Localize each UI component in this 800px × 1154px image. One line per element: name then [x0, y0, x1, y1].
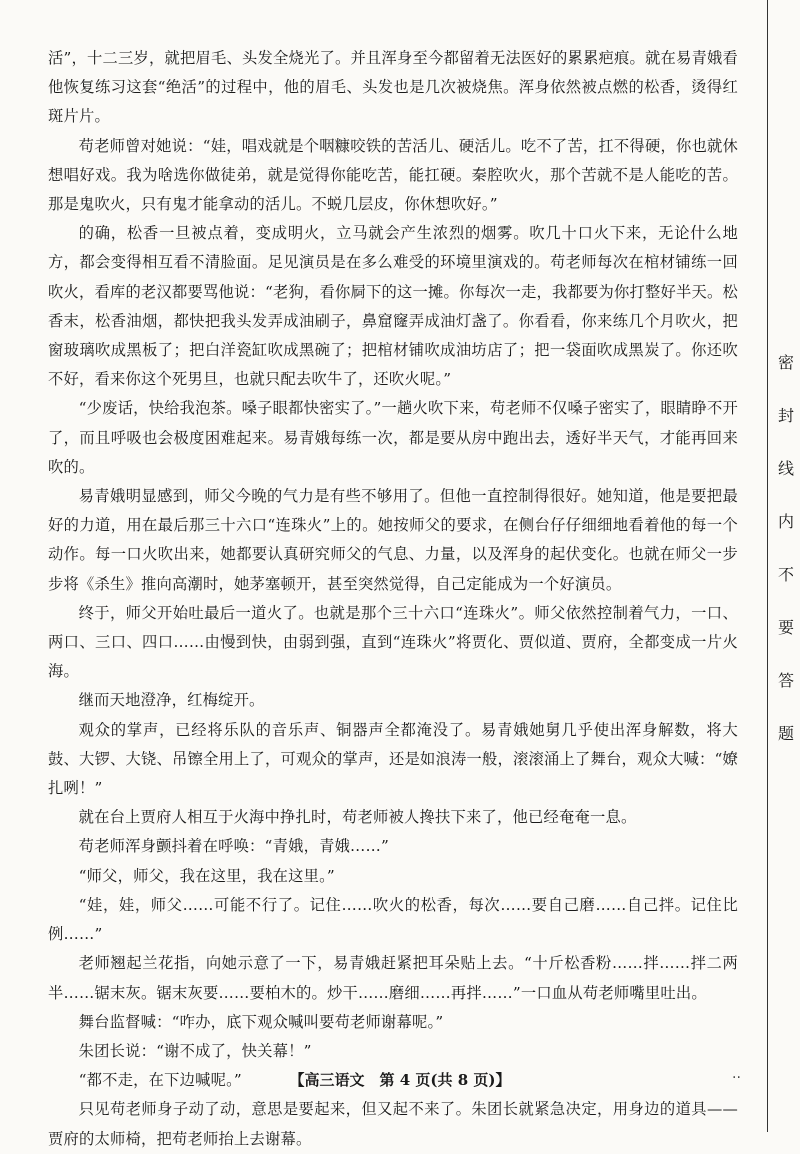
- paragraph: 苟老师曾对她说：“娃，唱戏就是个咽糠咬铁的苦活儿、硬活儿。吃不了苦，扛不得硬，你也就休想唱好戏。我为啥选你做徒弟，就是觉得你能吃苦，能扛硬。秦腔吹火，那个苦就不是人能吃的苦。那是鬼吹火，只有鬼才能拿动的活儿。不蜕几层皮，你休想吹好。”: [48, 136, 738, 214]
- seal-char: 封: [777, 406, 794, 425]
- paragraph: “娃，娃，师父……可能不行了。记住……吹火的松香，每次……要自己磨……自己拌。记住比例……”: [48, 895, 738, 944]
- seal-char: 答: [777, 671, 794, 690]
- article-body: [48, 44, 738, 1154]
- paragraph: 易青娥明显感到，师父今晚的气力是有些不够用了。但他一直控制得很好。她知道，他是要把最好的力道，用在最后那三十六口“连珠火”上的。她按师父的要求，在侧台仔仔细细地看着他的每一个动作。每一口火吹出来，她都要认真研究师父的气息、力量，以及浑身的起伏变化。也就在师父一步步将《杀生》推向高潮时，她茅塞顿开，甚至突然觉得，自己定能成为一个好演员。: [48, 487, 738, 593]
- paragraph: 苟老师浑身颤抖着在呼唤：“青娥，青娥……”: [78, 837, 390, 856]
- paragraph: 继而天地澄净，红梅绽开。: [78, 691, 265, 710]
- page-footer: 【高三语文 第 4 页(共 8 页)】: [289, 1071, 511, 1089]
- paragraph: “都不走，在下边喊呢。”: [78, 1071, 242, 1090]
- paragraph: 舞台监督喊：“咋办，底下观众喊叫要苟老师谢幕呢。”: [78, 1012, 444, 1031]
- paragraph: 朱团长说：“谢不成了，快关幕！”: [78, 1041, 312, 1060]
- paragraph: 活”，十二三岁，就把眉毛、头发全烧光了。并且浑身至今都留着无法医好的累累疤痕。就在易青娥看他恢复练习这套“绝活”的过程中，他的眉毛、头发也是几次被烧焦。浑身依然被点燃的松香，烫得红斑片片。: [48, 49, 738, 126]
- seal-char: 要: [777, 618, 794, 637]
- paragraph: 观众的掌声，已经将乐队的音乐声、铜器声全都淹没了。易青娥她舅几乎使出浑身解数，将大鼓、大锣、大铙、吊镲全用上了，可观众的掌声，还是如浪涛一般，滚滚涌上了舞台，观众大喊：“嫽扎咧！”: [48, 720, 738, 798]
- paragraph: 终于，师父开始吐最后一道火了。也就是那个三十六口“连珠火”。师父依然控制着气力，一口、两口、三口、四口……由慢到快，由弱到强，直到“连珠火”将贾化、贾似道、贾府，全都变成一片火海。: [48, 603, 738, 681]
- paragraph: “师父，师父，我在这里，我在这里。”: [78, 866, 335, 885]
- seal-char: 线: [777, 459, 794, 478]
- seal-char: 密: [777, 353, 794, 372]
- footer-mark: ..: [732, 1066, 741, 1082]
- seal-line-notice: [776, 355, 796, 779]
- paragraph: “少废话，快给我泡茶。嗓子眼都快密实了。”一趟火吹下来，苟老师不仅嗓子密实了，眼睛睁不开了，而且呼吸也会极度困难起来。易青娥每练一次，都是要从房中跑出去，透好半天气，才能再回来吹的。: [48, 399, 738, 476]
- seal-char: 内: [777, 512, 794, 531]
- paragraph: 只见苟老师身子动了动，意思是要起来，但又起不来了。朱团长就紧急决定，用身边的道具——贾府的太师椅，把苟老师抬上去谢幕。: [48, 1100, 738, 1148]
- seal-char: 题: [777, 724, 794, 743]
- paragraph: 就在台上贾府人相互于火海中挣扎时，苟老师被人搀扶下来了，他已经奄奄一息。: [78, 808, 637, 827]
- seal-line-divider: [767, 0, 768, 1132]
- paragraph: 老师翘起兰花指，向她示意了一下，易青娥赶紧把耳朵贴上去。“十斤松香粉……拌……拌二两半……锯末灰。锯末灰要……要柏木的。炒干……磨细……再拌……”一口血从苟老师嘴里吐出。: [48, 954, 738, 1002]
- paragraph: 的确，松香一旦被点着，变成明火，立马就会产生浓烈的烟雾。吹几十口火下来，无论什么地方，都会变得相互看不清脸面。足见演员是在多么难受的环境里演戏的。苟老师每次在棺材铺练一回吹火，看库的老汉都要骂他说：“老狗，看你屙下的这一摊。你每次一走，我都要为你打整好半天。松香末，松香油烟，都快把我头发弄成油刷子，鼻窟窿弄成油灯盏了。你看看，你来练几个月吹火，把窗玻璃吹成黑板了；把白洋瓷缸吹成黑碗了；把棺材铺吹成油坊店了；把一袋面吹成黑炭了。你还吹不好，看来你这个死男旦，也就只配去吹牛了，还吹火呢。”: [48, 224, 738, 389]
- seal-char: 不: [777, 565, 794, 584]
